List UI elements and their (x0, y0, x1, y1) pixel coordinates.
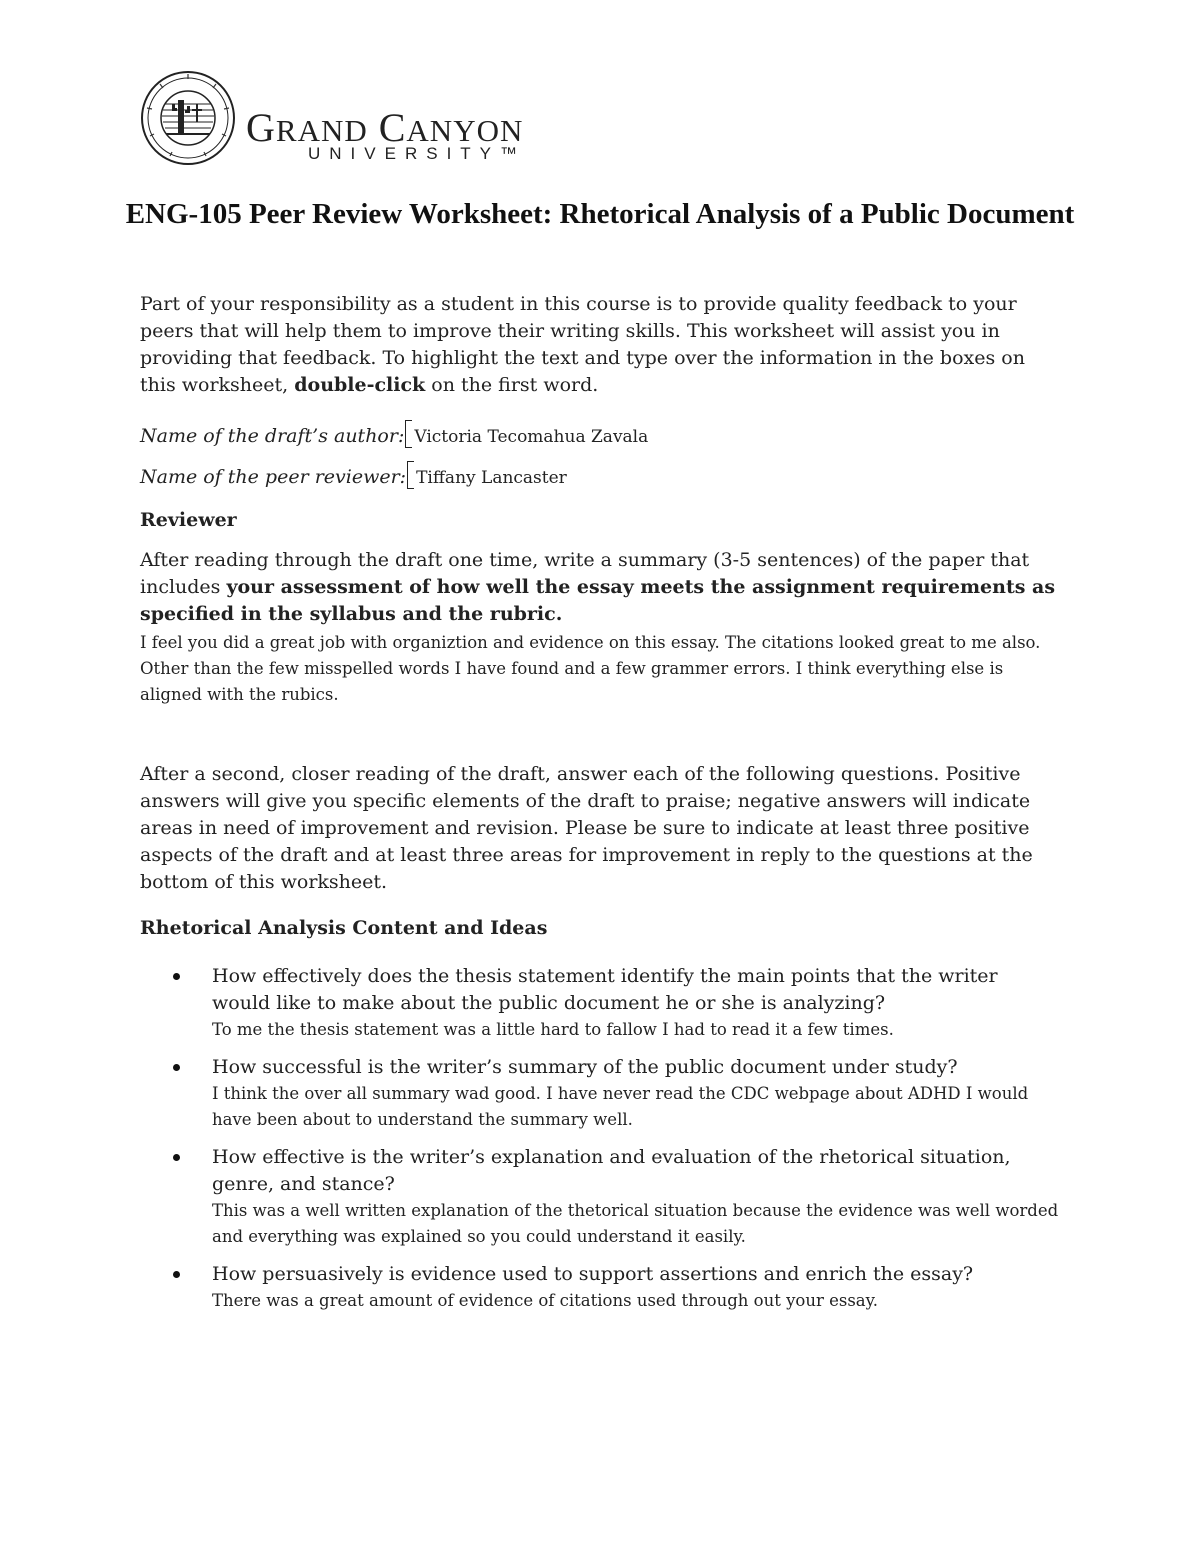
bullet-icon (173, 1154, 180, 1161)
reviewer-field[interactable]: Tiffany Lancaster (416, 468, 567, 488)
author-field[interactable]: Victoria Tecomahua Zavala (414, 427, 649, 447)
intro-text: Part of your responsibility as a student in this course is to provide quality feedback to your peers that will help them to improve their writing skills. This worksheet will assist you in providing that feedback. To highlight the text and type over the information in the boxes on this worksheet, (140, 293, 1025, 396)
intro-bold-text: double-click (294, 374, 426, 396)
answer-field[interactable]: There was a great amount of evidence of citations used through out your essay. (212, 1291, 878, 1310)
answer-field[interactable]: I think the over all summary wad good. I have never read the CDC webpage about ADHD I would have been about to understand the summary well. (212, 1084, 1029, 1129)
question-list (140, 963, 1060, 1314)
author-field-row (140, 420, 648, 448)
logo-name-line1: GRAND CANYON (246, 105, 524, 150)
worksheet-title: ENG-105 Peer Review Worksheet: Rhetorical Analysis of a Public Document (125, 198, 1075, 230)
field-bracket-icon (407, 461, 414, 489)
field-bracket-icon (405, 420, 412, 448)
list-item (140, 1144, 1060, 1250)
bullet-icon (173, 1064, 180, 1071)
university-seal-icon (140, 70, 240, 170)
intro-text-end: on the first word. (425, 374, 599, 396)
reviewer-prompt-text: After reading through the draft one time, write a summary (3-5 sentences) of the paper that includes (140, 549, 1030, 598)
author-label: Name of the draft’s author: (140, 425, 405, 447)
reviewer-label: Name of the peer reviewer: (140, 466, 407, 488)
logo-name-line2: UNIVERSITY™ (308, 144, 527, 163)
reviewer-field-row (140, 461, 567, 489)
question-text: How effectively does the thesis statement identify the main points that the writer would like to make about the public document he or she is analyzing? (212, 965, 998, 1014)
question-text: How successful is the writer’s summary of the public document under study? (212, 1056, 958, 1078)
reviewer-heading: Reviewer (140, 509, 237, 531)
reviewer-summary-answer[interactable]: I feel you did a great job with organiztion and evidence on this essay. The citations looked great to me also. Other than the few misspelled words I have found and a few grammer errors. I think everything else is aligned with the rubics. (140, 633, 1041, 704)
reviewer-prompt-bold: your assessment of how well the essay meets the assignment requirements as specified in the syllabus and the rubric. (140, 576, 1056, 625)
answer-field[interactable]: To me the thesis statement was a little hard to fallow I had to read it a few times. (212, 1020, 894, 1039)
answer-field[interactable]: This was a well written explanation of the thetorical situation because the evidence was well worded and everything was explained so you could understand it easily. (212, 1201, 1059, 1246)
list-item (140, 1054, 1060, 1133)
list-item (140, 1261, 1060, 1314)
reviewer-prompt (140, 547, 1060, 628)
university-logo (140, 70, 600, 170)
question-text: How effective is the writer’s explanation and evaluation of the rhetorical situation, genre, and stance? (212, 1146, 1011, 1195)
question-text: How persuasively is evidence used to support assertions and enrich the essay? (212, 1263, 974, 1285)
intro-paragraph (140, 291, 1060, 399)
bullet-icon (173, 973, 180, 980)
content-ideas-heading: Rhetorical Analysis Content and Ideas (140, 917, 548, 939)
bullet-icon (173, 1271, 180, 1278)
second-reading-paragraph: After a second, closer reading of the draft, answer each of the following questions. Positive answers will give you specific elements of the draft to praise; negative answers will indicate areas in need of improvement and revision. Please be sure to indicate at least three positive aspects of the draft and at least three areas for improvement in reply to the questions at the bottom of this worksheet. (140, 763, 1033, 893)
list-item (140, 963, 1060, 1043)
